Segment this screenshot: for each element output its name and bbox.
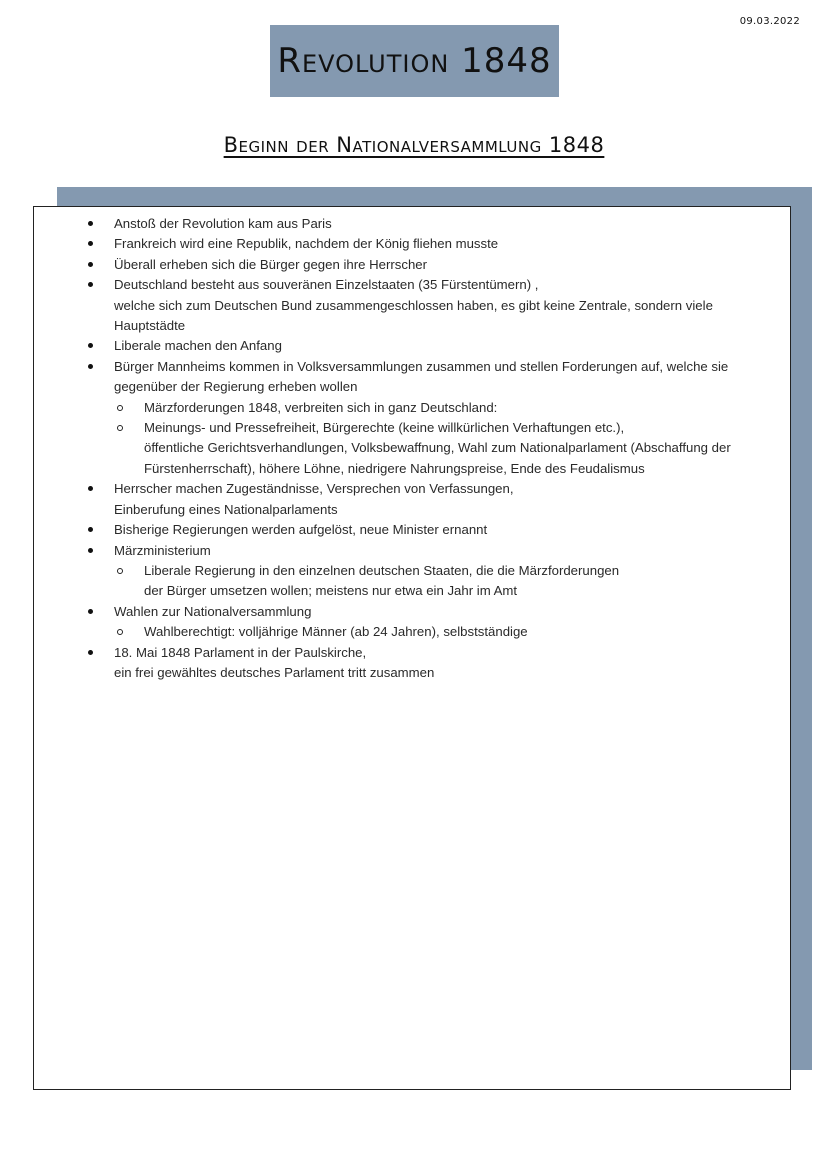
bullet-dot-icon <box>88 486 93 491</box>
bullet-item <box>34 275 790 336</box>
bullet-dot-icon <box>88 221 93 226</box>
section-heading: Beginn der Nationalversammlung 1848 <box>223 133 605 157</box>
sub-bullet-text-line: der Bürger umsetzen wollen; meistens nur etwa ein Jahr im Amt <box>144 583 518 599</box>
sub-bullet-text-line: Märzforderungen 1848, verbreiten sich in ganz Deutschland: <box>144 399 498 415</box>
bullet-item <box>34 602 790 643</box>
sub-bullet-list <box>114 561 772 602</box>
bullet-dot-icon <box>88 548 93 553</box>
sub-bullet-item <box>114 561 772 602</box>
title-banner <box>270 25 559 97</box>
bullet-text-line: Bisherige Regierungen werden aufgelöst, neue Minister ernannt <box>114 522 488 538</box>
bullet-item <box>34 541 790 602</box>
bullet-dot-icon <box>88 262 93 267</box>
sub-bullet-list <box>114 622 772 642</box>
bullet-list <box>34 207 790 683</box>
bullet-item <box>34 336 790 356</box>
bullet-dot-icon <box>88 241 93 246</box>
bullet-dot-icon <box>88 364 93 369</box>
bullet-text-line: Einberufung eines Nationalparlaments <box>114 501 338 517</box>
bullet-item <box>34 479 790 520</box>
bullet-text-line: welche sich zum Deutschen Bund zusammengeschlossen haben, es gibt keine Zentrale, sondern viele <box>114 297 713 313</box>
notes-box <box>33 206 791 1090</box>
bullet-text-line: 18. Mai 1848 Parlament in der Paulskirche, <box>114 644 367 660</box>
sub-bullet-text-line: Wahlberechtigt: volljährige Männer (ab 24 Jahren), selbstständige <box>144 624 528 640</box>
sub-bullet-text-line: Fürstenherrschaft), höhere Löhne, niedrigere Nahrungspreise, Ende des Feudalismus <box>144 460 645 476</box>
bullet-text-line: Wahlen zur Nationalversammlung <box>114 603 312 619</box>
sub-bullet-item <box>114 398 772 418</box>
sub-bullet-text-line: Liberale Regierung in den einzelnen deutschen Staaten, die die Märzforderungen <box>144 562 620 578</box>
sub-bullet-text-line: Meinungs- und Pressefreiheit, Bürgerechte (keine willkürlichen Verhaftungen etc.), <box>144 420 625 436</box>
bullet-item <box>34 234 790 254</box>
sub-bullet-list <box>114 398 772 480</box>
bullet-text-line: ein frei gewähltes deutsches Parlament tritt zusammen <box>114 664 435 680</box>
bullet-text-line: Hauptstädte <box>114 318 186 334</box>
bullet-text-line: Überall erheben sich die Bürger gegen ihre Herrscher <box>114 256 428 272</box>
subtitle-container <box>0 133 828 157</box>
bullet-text-line: Frankreich wird eine Republik, nachdem der König fliehen musste <box>114 236 499 252</box>
bullet-dot-icon <box>88 650 93 655</box>
bullet-item <box>34 214 790 234</box>
bullet-item <box>34 643 790 684</box>
bullet-text-line: Herrscher machen Zugeständnisse, Versprechen von Verfassungen, <box>114 481 514 497</box>
page-title: Revolution 1848 <box>277 41 552 81</box>
bullet-text-line: Anstoß der Revolution kam aus Paris <box>114 216 332 231</box>
bullet-dot-icon <box>88 527 93 532</box>
bullet-item <box>34 255 790 275</box>
bullet-text-line: Deutschland besteht aus souveränen Einzelstaaten (35 Fürstentümern) , <box>114 277 539 293</box>
circle-bullet-icon <box>117 405 123 411</box>
bullet-item <box>34 357 790 479</box>
bullet-text-line: Bürger Mannheims kommen in Volksversammlungen zusammen und stellen Forderungen auf, welche sie <box>114 358 729 374</box>
bullet-dot-icon <box>88 343 93 348</box>
circle-bullet-icon <box>117 568 123 574</box>
date: 09.03.2022 <box>739 16 800 27</box>
sub-bullet-item <box>114 418 772 479</box>
sub-bullet-text-line: öffentliche Gerichtsverhandlungen, Volksbewaffnung, Wahl zum Nationalparlament (Abschaffung der <box>144 440 731 456</box>
sub-bullet-item <box>114 622 772 642</box>
circle-bullet-icon <box>117 425 123 431</box>
bullet-text-line: Liberale machen den Anfang <box>114 338 282 354</box>
bullet-text-line: gegenüber der Regierung erheben wollen <box>114 379 358 395</box>
bullet-item <box>34 520 790 540</box>
circle-bullet-icon <box>117 629 123 635</box>
bullet-text-line: Märzministerium <box>114 542 211 558</box>
bullet-dot-icon <box>88 282 93 287</box>
bullet-dot-icon <box>88 609 93 614</box>
